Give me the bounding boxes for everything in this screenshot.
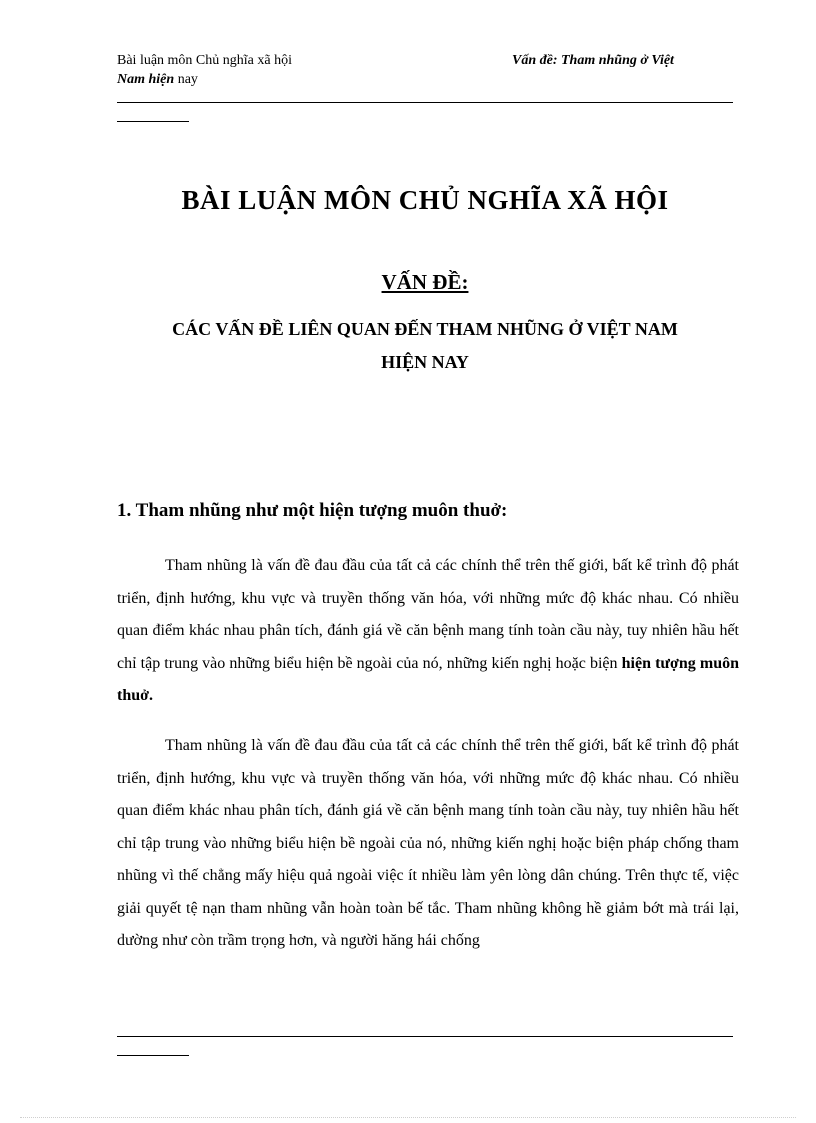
subtitle-line-2: HIỆN NAY: [381, 352, 469, 372]
paragraph-1: [117, 550, 739, 713]
footer-rule-short: [117, 1055, 189, 1056]
header-course-title-cont: [117, 70, 292, 89]
subtitle: [110, 313, 740, 379]
header-left: [117, 51, 292, 89]
header-rule-short: [117, 121, 189, 122]
paragraph-1-bold: hiện tượng muôn thuở.: [117, 654, 740, 704]
header-italic-fragment: Nam hiện: [117, 72, 175, 87]
issue-label: [117, 270, 733, 295]
header-rule: [117, 102, 733, 103]
page-bottom-divider: [20, 1117, 796, 1118]
page-title: BÀI LUẬN MÔN CHỦ NGHĨA XÃ HỘI: [181, 185, 669, 215]
header-rest-fragment: nay: [174, 72, 198, 87]
issue-label-text: VẤN ĐỀ:: [381, 270, 469, 294]
subtitle-line-1: CÁC VẤN ĐỀ LIÊN QUAN ĐẾN THAM NHŨNG Ở VIỆT NAM: [172, 319, 678, 339]
footer-rule: [117, 1036, 733, 1037]
header-topic: Vấn đề: Tham nhũng ở Việt: [512, 53, 674, 68]
paragraph-1-text: Tham nhũng là vấn đề đau đầu của tất cả các chính thể trên thế giới, bất kể trình độ phát triển, định hướng, khu vực và truyền thống văn hóa, với những mức độ khác nhau. Có nhiều quan điểm khác nhau phân tích, đánh giá về căn bệnh mang tính toàn cầu này, tuy nhiên hầu hết chỉ tập trung vào những biểu hiện bề ngoài của nó, những kiến nghị hoặc biện: [117, 557, 739, 672]
section-heading: 1. Tham nhũng như một hiện tượng muôn thuở:: [117, 500, 508, 521]
header-course-title: Bài luận môn Chủ nghĩa xã hội: [117, 53, 292, 68]
paragraph-2: Tham nhũng là vấn đề đau đầu của tất cả các chính thể trên thế giới, bất kể trình độ phát triển, định hướng, khu vực và truyền thống văn hóa, với những mức độ khác nhau. Có nhiều quan điểm khác nhau phân tích, đánh giá về căn bệnh mang tính toàn cầu này, tuy nhiên hầu hết chỉ tập trung vào những biểu hiện bề ngoài của nó, những kiến nghị hoặc biện pháp chống tham nhũng vì thế chẳng mấy hiệu quả ngoài việc ít nhiều làm yên lòng dân chúng. Trên thực tế, việc giải quyết tệ nạn tham nhũng vẫn hoàn toàn bế tắc. Tham nhũng không hề giảm bớt mà trái lại, dường như còn trầm trọng hơn, và người hăng hái chống: [117, 737, 739, 949]
